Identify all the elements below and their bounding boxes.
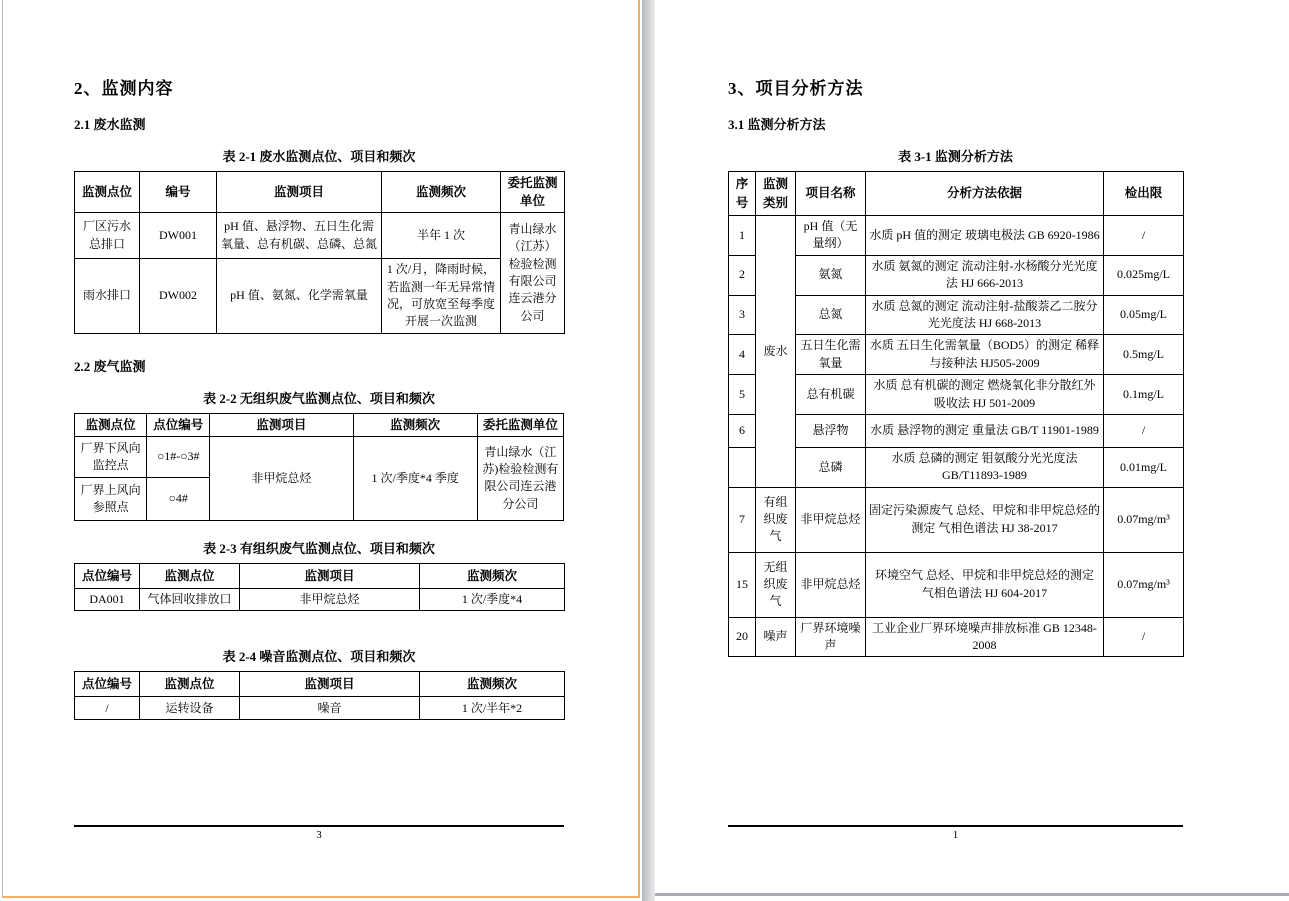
table-header-row xyxy=(729,172,1184,216)
cell-code: DW002 xyxy=(140,259,217,334)
header-cell: 监测项目 xyxy=(240,563,420,588)
cell-point-code: / xyxy=(75,697,140,720)
header-cell: 监测项目 xyxy=(210,413,353,436)
cell-detection-limit: 0.01mg/L xyxy=(1104,447,1184,487)
header-cell: 分析方法依据 xyxy=(866,172,1104,216)
table-2-4-caption: 表 2-4 噪音监测点位、项目和频次 xyxy=(222,649,416,665)
cell-method: 固定污染源废气 总烃、甲烷和非甲烷总烃的测定 气相色谱法 HJ 38-2017 xyxy=(866,487,1104,552)
table-row xyxy=(729,375,1184,415)
left-page-footer xyxy=(74,825,564,841)
subsection-analysis-methods: 3.1 监测分析方法 xyxy=(728,117,826,132)
cell-monitor-point: 厂区污水总排口 xyxy=(75,213,140,259)
section-title-monitoring-content: 2、监测内容 xyxy=(74,79,174,98)
cell-item-name: 非甲烷总烃 xyxy=(796,487,866,552)
table-row xyxy=(729,617,1184,657)
table-2-3-organized-gas xyxy=(74,563,565,611)
right-page-content xyxy=(728,74,1183,657)
table-row xyxy=(729,335,1184,375)
header-cell: 点位编号 xyxy=(147,413,210,436)
table-row xyxy=(75,697,565,720)
header-cell: 委托监测单位 xyxy=(501,172,565,213)
header-cell: 监测点位 xyxy=(140,672,240,697)
header-cell: 委托监测单位 xyxy=(477,413,563,436)
cell-seq xyxy=(729,447,756,487)
header-cell: 点位编号 xyxy=(75,672,140,697)
cell-seq: 1 xyxy=(729,216,756,256)
cell-detection-limit: / xyxy=(1104,414,1184,447)
table-row xyxy=(729,414,1184,447)
cell-item-name: 总磷 xyxy=(796,447,866,487)
table-row xyxy=(75,436,564,477)
cell-category: 噪声 xyxy=(756,617,796,657)
cell-method: 水质 五日生化需氧量（BOD5）的测定 稀释与接种法 HJ505-2009 xyxy=(866,335,1104,375)
table-row xyxy=(729,447,1184,487)
cell-item-name: 总有机碳 xyxy=(796,375,866,415)
cell-detection-limit: 0.05mg/L xyxy=(1104,295,1184,335)
header-cell: 编号 xyxy=(140,172,217,213)
document-page-right xyxy=(655,0,1289,896)
table-row xyxy=(75,213,565,259)
page-edge-shadow xyxy=(642,0,655,901)
cell-item-name: 非甲烷总烃 xyxy=(796,552,866,617)
header-cell: 监测点位 xyxy=(75,172,140,213)
cell-seq: 15 xyxy=(729,552,756,617)
cell-monitor-point: 运转设备 xyxy=(140,697,240,720)
cell-entrusted-unit: 青山绿水（江苏)检验检测有限公司连云港分公司 xyxy=(477,436,563,520)
table-row xyxy=(729,487,1184,552)
header-cell: 监测点位 xyxy=(75,413,147,436)
cell-items: pH 值、氨氮、化学需氧量 xyxy=(217,259,382,334)
cell-seq: 4 xyxy=(729,335,756,375)
header-cell: 检出限 xyxy=(1104,172,1184,216)
header-cell: 监测点位 xyxy=(140,563,240,588)
cell-method: 水质 pH 值的测定 玻璃电极法 GB 6920-1986 xyxy=(866,216,1104,256)
table-2-2-unorganized-gas xyxy=(74,413,564,521)
header-cell: 项目名称 xyxy=(796,172,866,216)
header-cell: 序号 xyxy=(729,172,756,216)
cell-method: 水质 氨氮的测定 流动注射-水杨酸分光光度法 HJ 666-2013 xyxy=(866,255,1104,295)
table-row xyxy=(75,259,565,334)
cell-items: pH 值、悬浮物、五日生化需氧量、总有机碳、总磷、总氮 xyxy=(217,213,382,259)
cell-detection-limit: 0.1mg/L xyxy=(1104,375,1184,415)
cell-frequency: 1 次/半年*2 xyxy=(420,697,565,720)
header-cell: 监测项目 xyxy=(217,172,382,213)
cell-frequency: 半年 1 次 xyxy=(382,213,501,259)
cell-frequency: 1 次/月，降雨时候，若监测一年无异常情况，可放宽至每季度开展一次监测 xyxy=(382,259,501,334)
cell-detection-limit: 0.07mg/m³ xyxy=(1104,487,1184,552)
cell-method: 工业企业厂界环境噪声排放标准 GB 12348-2008 xyxy=(866,617,1104,657)
right-page-footer xyxy=(728,825,1183,841)
header-cell: 监测项目 xyxy=(240,672,420,697)
header-cell: 监测类别 xyxy=(756,172,796,216)
table-2-3-caption: 表 2-3 有组织废气监测点位、项目和频次 xyxy=(203,540,435,556)
cell-point-code: ○4# xyxy=(147,477,210,520)
cell-category: 无组织废气 xyxy=(756,552,796,617)
document-page-left xyxy=(2,0,640,898)
cell-category: 有组织废气 xyxy=(756,487,796,552)
cell-monitor-point: 厂界上风向参照点 xyxy=(75,477,147,520)
cell-detection-limit: / xyxy=(1104,617,1184,657)
page-number: 3 xyxy=(316,829,322,841)
cell-seq: 6 xyxy=(729,414,756,447)
table-header-row xyxy=(75,413,564,436)
cell-method: 水质 悬浮物的测定 重量法 GB/T 11901-1989 xyxy=(866,414,1104,447)
header-cell: 点位编号 xyxy=(75,563,140,588)
cell-items: 噪音 xyxy=(240,697,420,720)
table-row xyxy=(75,588,565,610)
cell-method: 水质 总氮的测定 流动注射-盐酸萘乙二胺分光光度法 HJ 668-2013 xyxy=(866,295,1104,335)
header-cell: 监测频次 xyxy=(382,172,501,213)
cell-monitor-point: 气体回收排放口 xyxy=(140,588,240,610)
cell-item-name: pH 值（无量纲） xyxy=(796,216,866,256)
cell-items: 非甲烷总烃 xyxy=(210,436,353,520)
left-page-content xyxy=(74,74,564,720)
cell-item-name: 总氮 xyxy=(796,295,866,335)
cell-detection-limit: / xyxy=(1104,216,1184,256)
header-cell: 监测频次 xyxy=(353,413,477,436)
table-header-row xyxy=(75,172,565,213)
table-3-1-analysis-methods xyxy=(728,171,1184,657)
table-2-4-noise xyxy=(74,671,565,720)
subsection-gas-monitoring: 2.2 废气监测 xyxy=(74,358,146,374)
cell-item-name: 五日生化需氧量 xyxy=(796,335,866,375)
cell-items: 非甲烷总烃 xyxy=(240,588,420,610)
cell-item-name: 悬浮物 xyxy=(796,414,866,447)
cell-monitor-point: 雨水排口 xyxy=(75,259,140,334)
table-row xyxy=(729,552,1184,617)
cell-point-code: ○1#-○3# xyxy=(147,436,210,477)
header-cell: 监测频次 xyxy=(420,672,565,697)
cell-point-code: DA001 xyxy=(75,588,140,610)
cell-seq: 5 xyxy=(729,375,756,415)
cell-seq: 2 xyxy=(729,255,756,295)
table-2-1-caption: 表 2-1 废水监测点位、项目和频次 xyxy=(222,149,416,164)
table-row xyxy=(729,216,1184,256)
table-row xyxy=(729,295,1184,335)
cell-item-name: 氨氮 xyxy=(796,255,866,295)
table-3-1-caption: 表 3-1 监测分析方法 xyxy=(898,149,1013,164)
cell-seq: 7 xyxy=(729,487,756,552)
cell-code: DW001 xyxy=(140,213,217,259)
table-2-2-caption: 表 2-2 无组织废气监测点位、项目和频次 xyxy=(203,390,435,406)
cell-category: 废水 xyxy=(756,216,796,488)
cell-method: 环境空气 总烃、甲烷和非甲烷总烃的测定 气相色谱法 HJ 604-2017 xyxy=(866,552,1104,617)
cell-frequency: 1 次/季度*4 季度 xyxy=(353,436,477,520)
subsection-wastewater-monitoring: 2.1 废水监测 xyxy=(74,117,146,132)
table-header-row xyxy=(75,563,565,588)
cell-item-name: 厂界环境噪声 xyxy=(796,617,866,657)
cell-seq: 20 xyxy=(729,617,756,657)
cell-method: 水质 总磷的测定 钼氨酸分光光度法 GB/T11893-1989 xyxy=(866,447,1104,487)
cell-entrusted-unit: 青山绿水（江苏）检验检测有限公司连云港分公司 xyxy=(501,213,565,334)
table-2-1-wastewater xyxy=(74,171,565,334)
cell-method: 水质 总有机碳的测定 燃烧氧化非分散红外吸收法 HJ 501-2009 xyxy=(866,375,1104,415)
table-row xyxy=(729,255,1184,295)
cell-seq: 3 xyxy=(729,295,756,335)
cell-monitor-point: 厂界下风向监控点 xyxy=(75,436,147,477)
header-cell: 监测频次 xyxy=(420,563,565,588)
table-header-row xyxy=(75,672,565,697)
section-title-analysis-methods: 3、项目分析方法 xyxy=(728,79,864,98)
page-number: 1 xyxy=(952,829,959,841)
cell-detection-limit: 0.07mg/m³ xyxy=(1104,552,1184,617)
cell-frequency: 1 次/季度*4 xyxy=(420,588,565,610)
cell-detection-limit: 0.025mg/L xyxy=(1104,255,1184,295)
cell-detection-limit: 0.5mg/L xyxy=(1104,335,1184,375)
